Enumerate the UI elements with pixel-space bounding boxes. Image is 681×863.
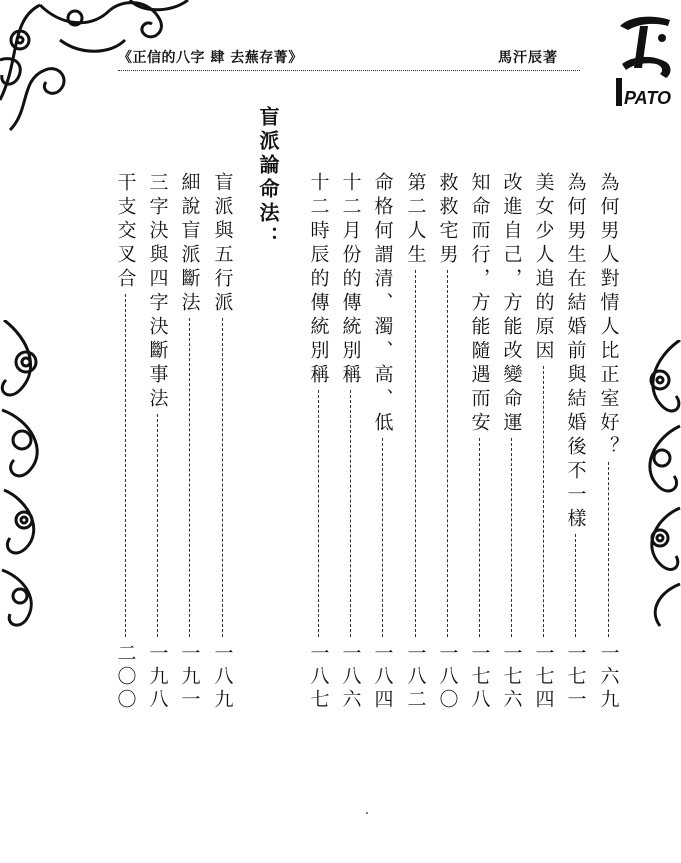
toc-entry-page: 一九一 — [178, 643, 201, 712]
toc-leader-line — [350, 390, 351, 637]
toc-entry-title: 為何男人對情人比正室好？ — [597, 172, 620, 460]
svg-text:PATO: PATO — [624, 88, 672, 108]
toc-leader-line — [318, 390, 319, 637]
toc-leader-line — [608, 462, 609, 637]
toc-entry-title: 改進自己，方能改變命運 — [500, 172, 523, 436]
toc-entry[interactable] — [596, 172, 620, 712]
toc-entry[interactable] — [435, 172, 459, 712]
toc-entry[interactable] — [531, 172, 555, 712]
toc-entry[interactable] — [177, 172, 201, 712]
toc-entry-title: 第二人生 — [404, 172, 427, 268]
toc-entry-page: 二〇〇 — [114, 643, 137, 712]
toc-entry-title: 干支交叉合 — [114, 172, 137, 292]
toc-entry-page: 一八〇 — [436, 643, 459, 712]
side-ornament-right — [630, 340, 681, 630]
toc-entry[interactable] — [370, 172, 394, 712]
toc-entry-page: 一六九 — [597, 643, 620, 712]
toc-entry-title: 美女少人追的原因 — [532, 172, 555, 364]
toc-entry-page: 一九八 — [146, 643, 169, 712]
toc-leader-line — [511, 438, 512, 637]
author-name: 馬汗辰著 — [498, 50, 558, 66]
publisher-logo-icon — [612, 8, 678, 108]
toc-entry-page: 一八四 — [371, 643, 394, 712]
toc-entry-title: 為何男生在結婚前與結婚後不一樣 — [564, 172, 587, 532]
stray-dot — [366, 812, 368, 814]
toc-entry-page: 一七六 — [500, 643, 523, 712]
toc-entry[interactable] — [306, 172, 330, 712]
toc-leader-line — [447, 270, 448, 637]
toc-leader-line — [222, 318, 223, 637]
toc-entry-page: 一七八 — [468, 643, 491, 712]
toc-entry[interactable] — [563, 172, 587, 712]
toc-entry-title: 三字決與四字決斷事法 — [146, 172, 169, 412]
toc-entry-page: 一七四 — [532, 643, 555, 712]
toc-entry[interactable] — [499, 172, 523, 712]
toc-entry-title: 細說盲派斷法 — [178, 172, 201, 316]
toc-entry-page: 一八六 — [339, 643, 362, 712]
toc-entry[interactable] — [210, 172, 234, 712]
toc-entry-page: 一七一 — [564, 643, 587, 712]
toc-leader-line — [543, 366, 544, 637]
toc-leader-line — [189, 318, 190, 637]
toc-entry-title: 救救宅男 — [436, 172, 459, 268]
section-heading: 盲派論命法： — [256, 106, 280, 250]
toc-leader-line — [415, 270, 416, 637]
toc-entry-page: 一八二 — [404, 643, 427, 712]
book-title: 《正信的八字 肆 去蕪存菁》 — [118, 50, 303, 66]
toc-entry[interactable] — [113, 172, 137, 712]
toc-leader-line — [157, 414, 158, 637]
toc-entry-page: 一八九 — [211, 643, 234, 712]
toc-entry[interactable] — [338, 172, 362, 712]
toc-leader-line — [382, 438, 383, 637]
toc-entry-page: 一八七 — [307, 643, 330, 712]
toc-entry-title: 盲派與五行派 — [211, 172, 234, 316]
toc-entry-title: 十二時辰的傳統別稱 — [307, 172, 330, 388]
side-ornament-left — [0, 320, 58, 630]
toc-leader-line — [125, 294, 126, 637]
toc-entry[interactable] — [403, 172, 427, 712]
header-divider — [118, 70, 580, 71]
toc-entry-title: 十二月份的傳統別稱 — [339, 172, 362, 388]
toc-entry-title: 知命而行，方能隨遇而安 — [468, 172, 491, 436]
toc-leader-line — [575, 534, 576, 637]
toc-entry[interactable] — [467, 172, 491, 712]
toc-entry-title: 命格何謂清、濁、高、低 — [371, 172, 394, 436]
toc-leader-line — [479, 438, 480, 637]
toc-entry[interactable] — [145, 172, 169, 712]
